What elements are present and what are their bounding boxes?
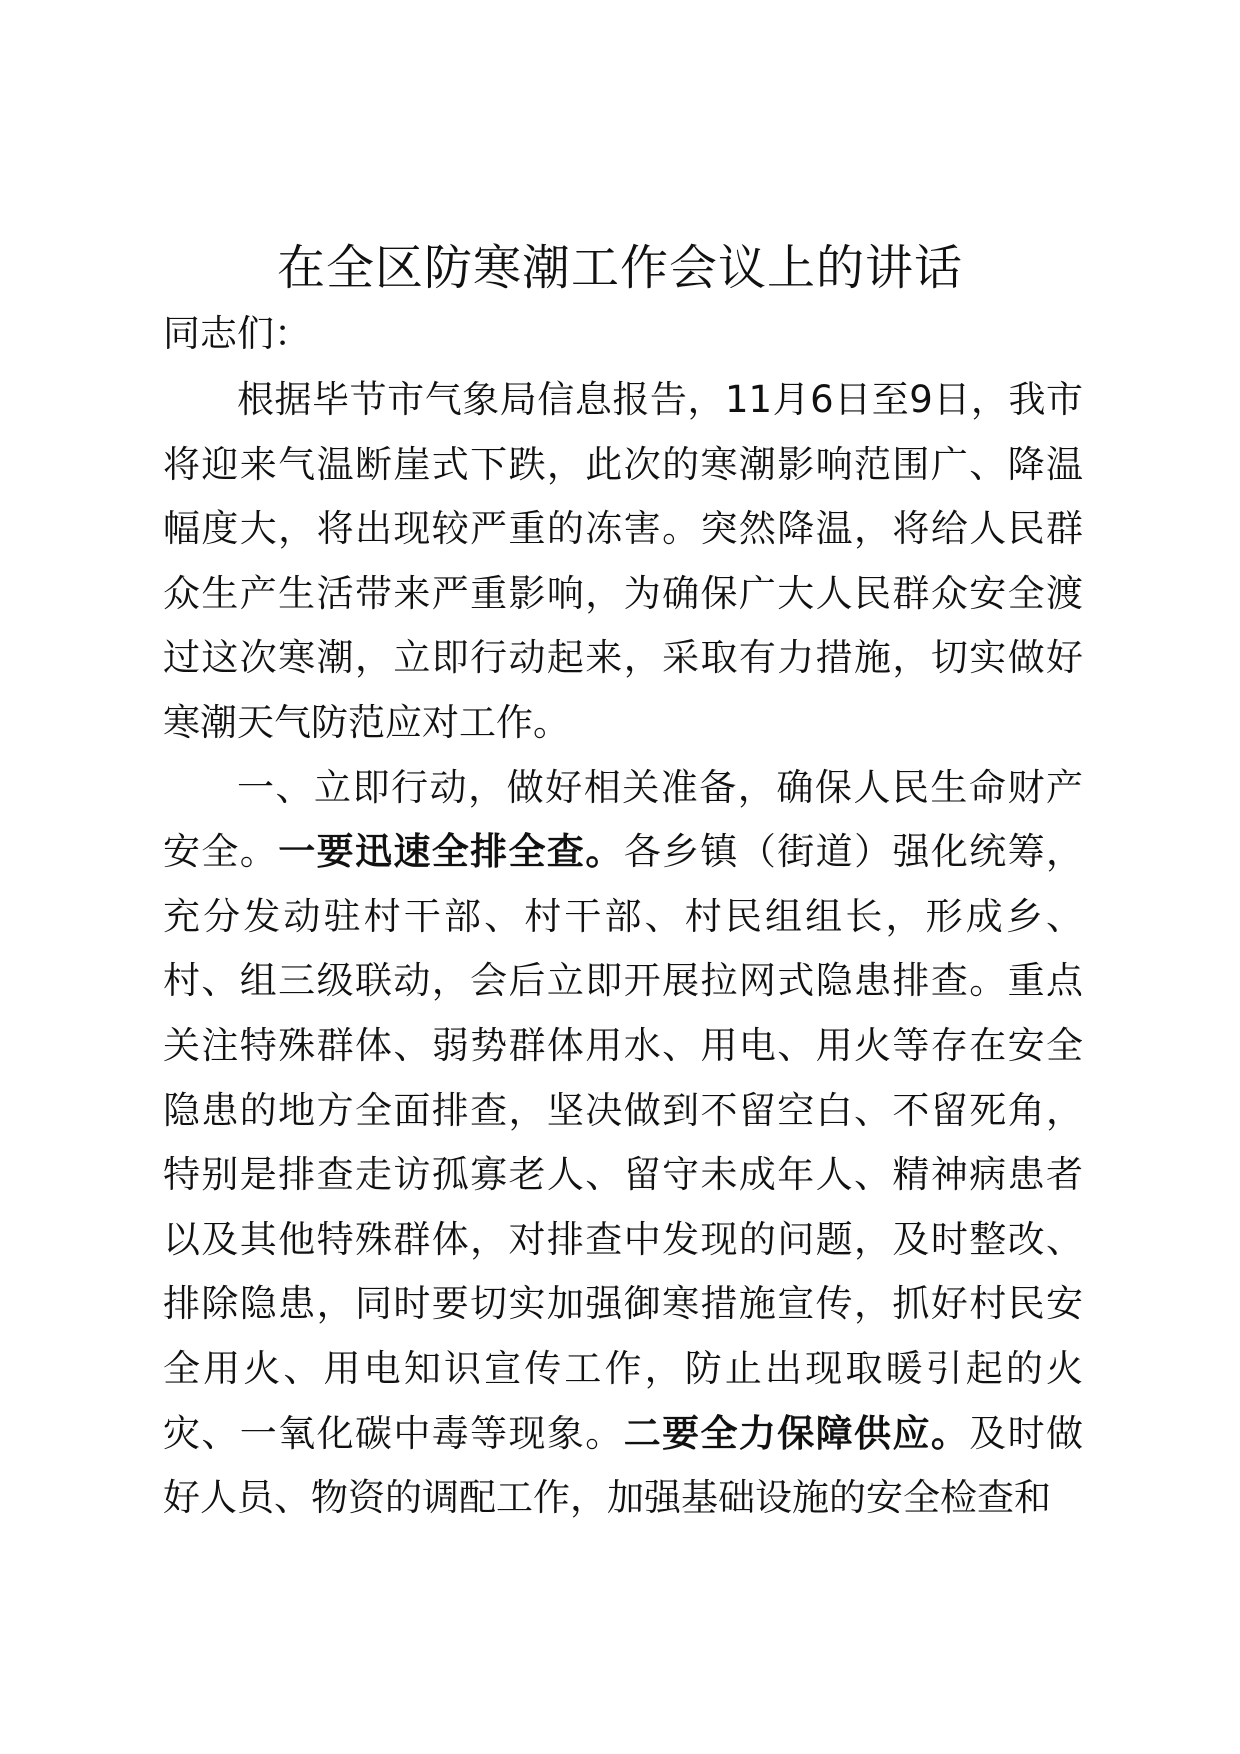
point-1-label: 一要迅速全排全查。: [278, 830, 624, 874]
document-body: [163, 368, 1083, 1531]
point-2-label: 二要全力保障供应。: [623, 1411, 970, 1455]
document-title: 在全区防寒潮工作会议上的讲话: [276, 240, 963, 296]
paragraph-section-1: [163, 756, 1083, 1531]
point-2-text: 及时做好人员、物资的调配工作，加强基础设施的安全检查和: [163, 1411, 1084, 1520]
paragraph-intro: 根据毕节市气象局信息报告，11月6日至9日，我市将迎来气温断崖式下跌，此次的寒潮影响范围广、降温幅度大，将出现较严重的冻害。突然降温，将给人民群众生产生活带来严重影响，为确保广大人民群众安全渡过这次寒潮，立即行动起来，采取有力措施，切实做好寒潮天气防范应对工作。: [163, 378, 1083, 744]
greeting: 同志们：: [163, 312, 311, 355]
section-1-heading: 一、立即行动，做好相关准备，确保人民生命财产安全。: [163, 765, 1083, 874]
point-1-text: 各乡镇（街道）强化统筹，充分发动驻村干部、村干部、村民组组长，形成乡、村、组三级联动，会后立即开展拉网式隐患排查。重点关注特殊群体、弱势群体用水、用电、用火等存在安全隐患的地方全面排查，坚决做到不留空白、不留死角，特别是排查走访孤寡老人、留守未成年人、精神病患者以及其他特殊群体，对排查中发现的问题，及时整改、排除隐患，同时要切实加强御寒措施宣传，抓好村民安全用火、用电知识宣传工作，防止出现取暖引起的火灾、一氧化碳中毒等现象。: [163, 830, 1084, 1455]
